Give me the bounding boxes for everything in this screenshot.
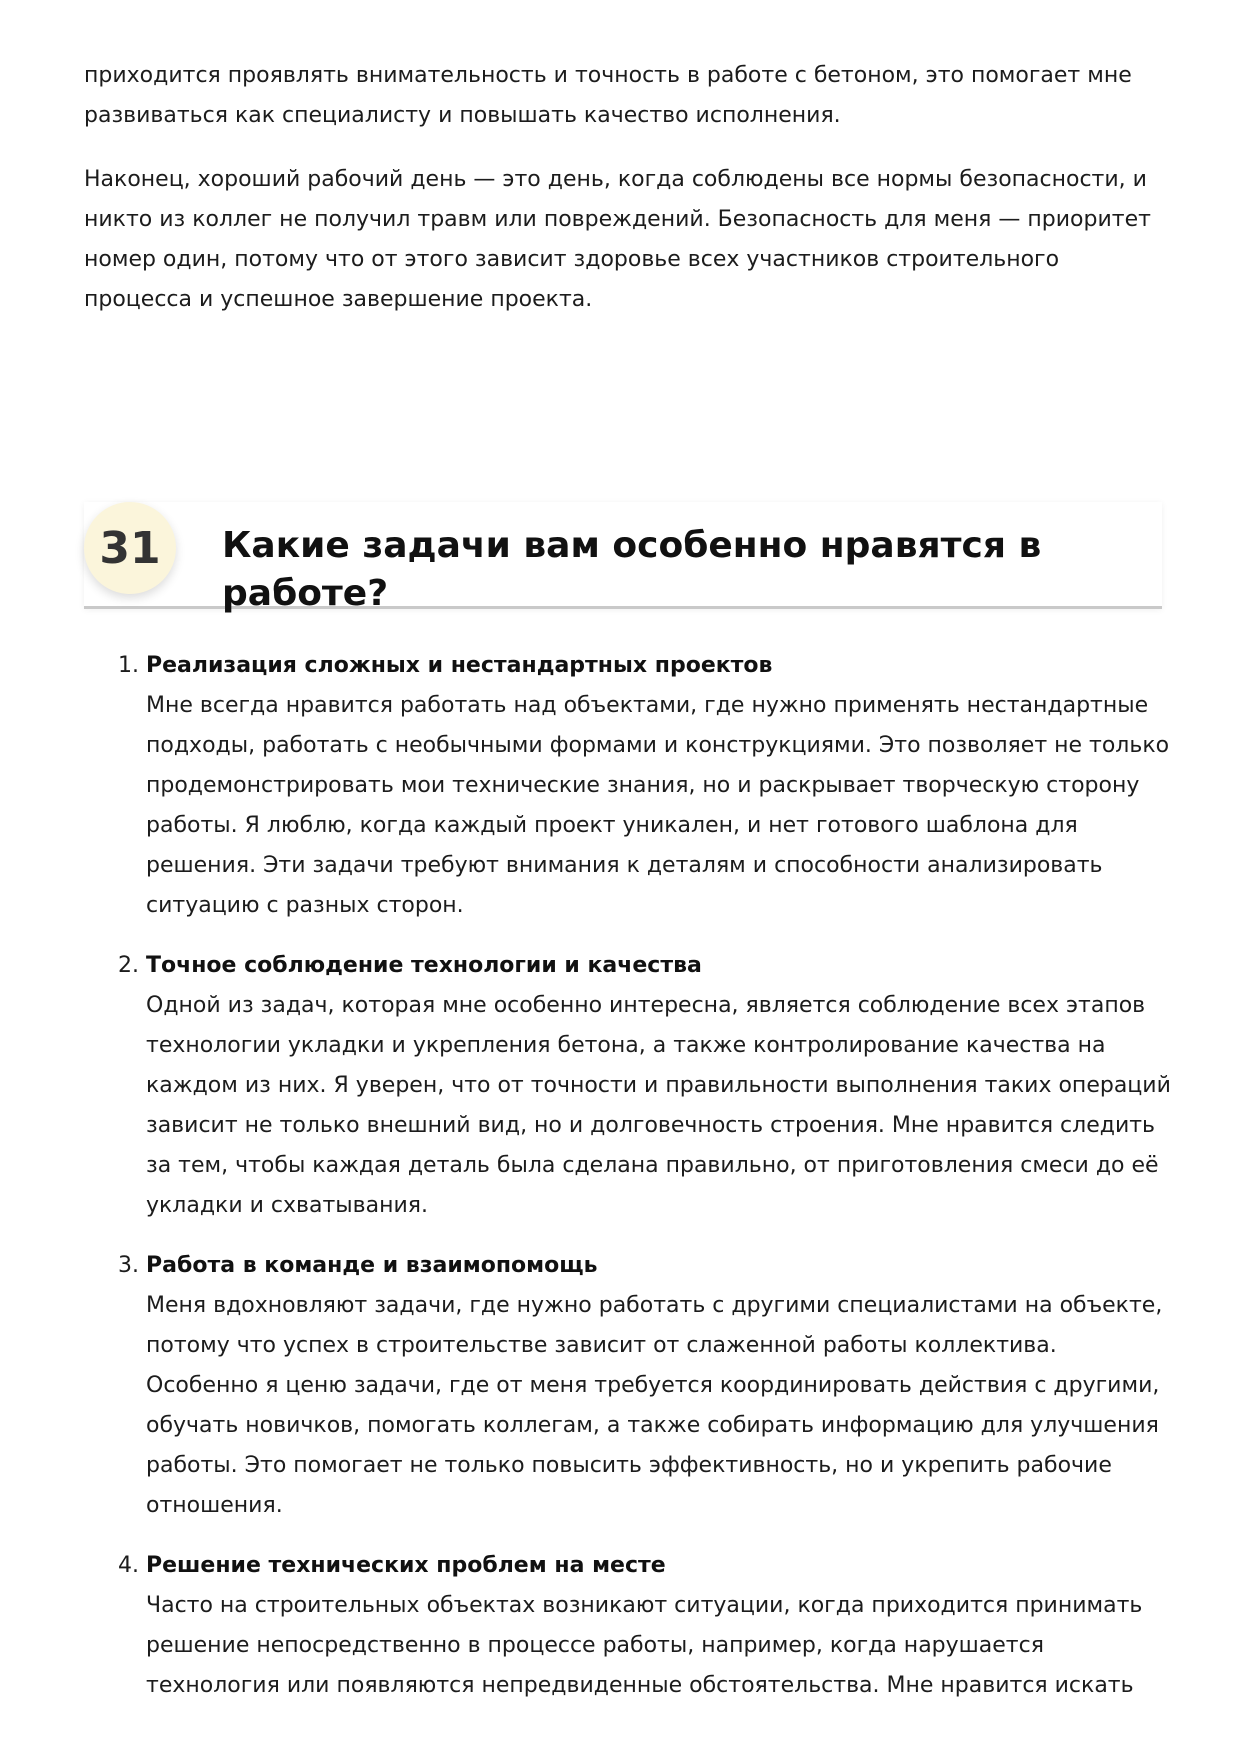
- list-item-title: Точное соблюдение технологии и качества: [146, 953, 702, 978]
- list-item-text: Мне всегда нравится работать над объектами, где нужно применять нестандартные подходы, работать с необычными формами и конструкциями. Это позволяет не только продемонстрировать мои технические знания, но и раскрывает творческую сторону работы. Я люблю, когда каждый проект уникален, и нет готового шаблона для решения. Эти задачи требуют внимания к деталям и способности анализировать ситуацию с разных сторон.: [146, 693, 1170, 918]
- intro-section: [84, 56, 1174, 344]
- intro-paragraph: приходится проявлять внимательность и точность в работе с бетоном, это помогает мне развиваться как специалисту и повышать качество исполнения.: [84, 63, 1132, 128]
- question-title: Какие задачи вам особенно нравятся в работе?: [222, 525, 1042, 614]
- list-item: [84, 1246, 1174, 1526]
- list-item: [84, 1546, 1174, 1706]
- list-item-title: Решение технических проблем на месте: [146, 1553, 666, 1578]
- list-item-text: Меня вдохновляют задачи, где нужно работать с другими специалистами на объекте, потому что успех в строительстве зависит от слаженной работы коллектива. Особенно я ценю задачи, где от меня требуется координировать действия с другими, обучать новичков, помогать коллегам, а также собирать информацию для улучшения работы. Это помогает не только повысить эффективность, но и укрепить рабочие отношения.: [146, 1293, 1163, 1518]
- list-item: [84, 646, 1174, 926]
- list-item-text: Одной из задач, которая мне особенно интересна, является соблюдение всех этапов технологии укладки и укрепления бетона, а также контролирование качества на каждом из них. Я уверен, что от точности и правильности выполнения таких операций зависит не только внешний вид, но и долговечность строения. Мне нравится следить за тем, чтобы каждая деталь была сделана правильно, от приготовления смеси до её укладки и схватывания.: [146, 993, 1171, 1218]
- list-item-title: Реализация сложных и нестандартных проектов: [146, 653, 773, 678]
- list-item: [84, 946, 1174, 1226]
- list-item-number: 1.: [118, 653, 139, 678]
- list-item-number: 4.: [118, 1553, 139, 1578]
- list-item-number: 3.: [118, 1253, 139, 1278]
- list-item-title: Работа в команде и взаимопомощь: [146, 1253, 598, 1278]
- question-number-badge: 31: [84, 502, 176, 594]
- intro-paragraph: Наконец, хороший рабочий день — это день, когда соблюдены все нормы безопасности, и никто из коллег не получил травм или повреждений. Безопасность для меня — приоритет номер один, потому что от этого зависит здоровье всех участников строительного процесса и успешное завершение проекта.: [84, 167, 1151, 312]
- list-item-number: 2.: [118, 953, 139, 978]
- answer-list: [84, 646, 1174, 1726]
- list-item-text: Часто на строительных объектах возникают ситуации, когда приходится принимать решение непосредственно в процессе работы, например, когда нарушается технология или появляются непредвиденные обстоятельства. Мне нравится искать: [146, 1593, 1143, 1698]
- question-header: [84, 502, 1162, 614]
